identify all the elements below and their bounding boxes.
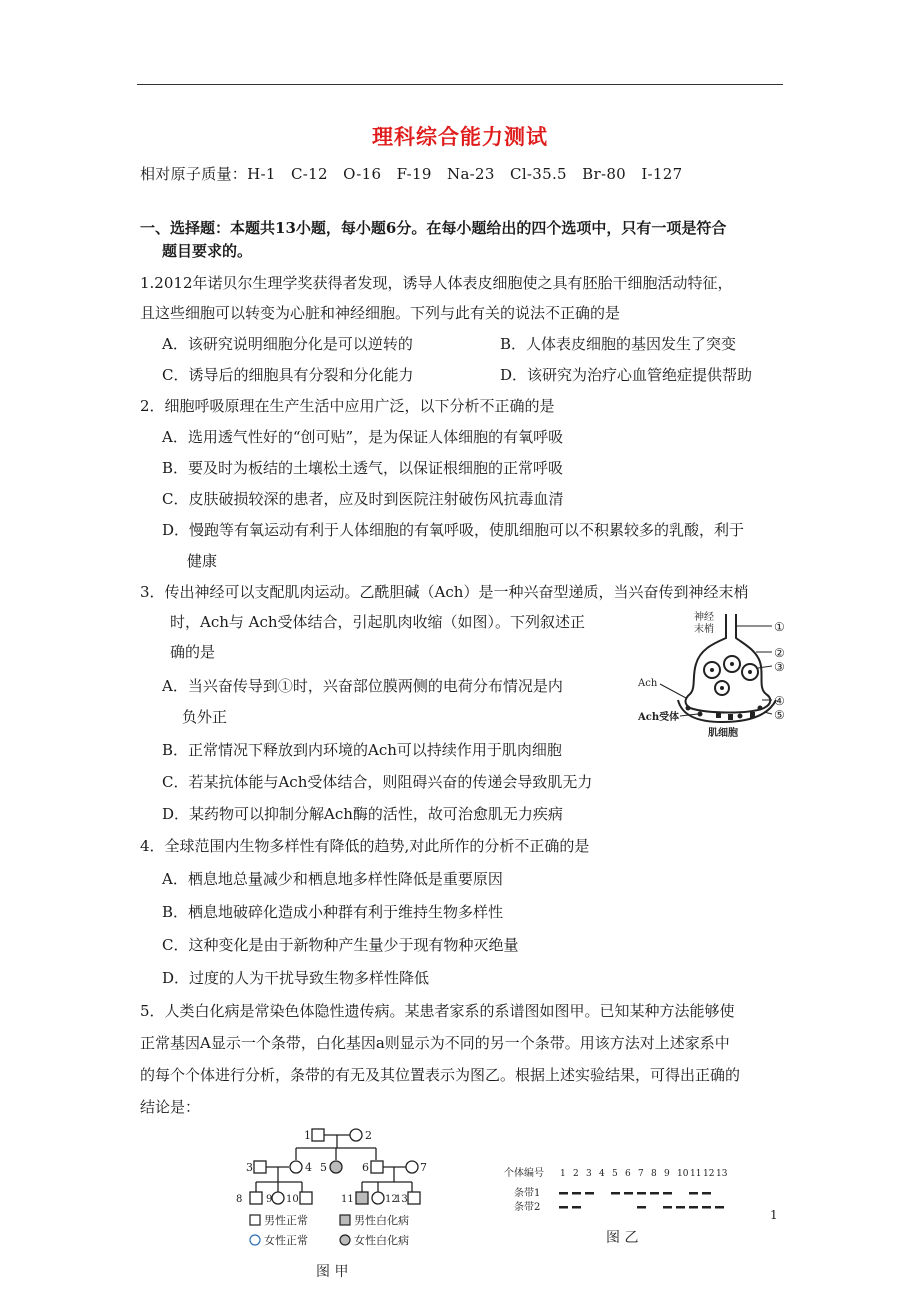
band-mark: [715, 1206, 724, 1209]
band-individual-number: 9: [664, 1169, 670, 1179]
individual-12-female-normal: [372, 1192, 384, 1204]
id-9: 9: [266, 1194, 273, 1205]
band-individual-number: 3: [586, 1169, 592, 1179]
band-individual-number: 5: [612, 1169, 618, 1179]
band-mark: [611, 1192, 620, 1195]
q1-option-d: D．该研究为治疗心血管绝症提供帮助: [500, 366, 753, 384]
id-7: 7: [420, 1161, 427, 1174]
individual-2-female-normal: [350, 1129, 362, 1141]
q2-option-b: B．要及时为板结的土壤松土透气，以保证根细胞的正常呼吸: [162, 459, 564, 477]
id-3: 3: [246, 1161, 253, 1174]
label-ach: Ach: [638, 678, 658, 689]
individual-10-male-normal: [300, 1192, 312, 1204]
band-mark: [689, 1206, 698, 1209]
q5-stem-line1: 5．人类白化病是常染色体隐性遗传病。某患者家系的系谱图如图甲。已知某种方法能够使: [140, 1002, 735, 1020]
band-mark: [572, 1192, 581, 1195]
id-13: 13: [395, 1194, 408, 1205]
q4-option-d: D．过度的人为干扰导致生物多样性降低: [162, 969, 430, 987]
pedigree-figure: [232, 1122, 432, 1288]
band1-label: 条带1: [514, 1188, 541, 1199]
legend-male-normal: 男性正常: [264, 1214, 308, 1227]
id-2: 2: [365, 1129, 372, 1142]
legend-female-albino-icon: [340, 1235, 350, 1245]
band-mark: [572, 1206, 581, 1209]
legend-male-albino: 男性白化病: [354, 1214, 409, 1227]
q3-stem-line2: 时，Ach与 Ach受体结合，引起肌肉收缩（如图）。下列叙述正: [170, 613, 586, 631]
band-mark: [624, 1192, 633, 1195]
legend-female-normal: 女性正常: [264, 1234, 308, 1247]
header-rule: [137, 84, 783, 85]
q1-option-c: C．诱导后的细胞具有分裂和分化能力: [162, 366, 414, 384]
pointer-1: ①: [774, 620, 785, 634]
q3-option-a-line2: 负外正: [182, 708, 228, 726]
q3-option-c: C．若某抗体能与Ach受体结合，则阻碍兴奋的传递会导致肌无力: [162, 773, 593, 791]
band2-label: 条带2: [514, 1202, 541, 1213]
muscle-membrane: [678, 700, 776, 722]
band-individual-number: 12: [703, 1169, 715, 1179]
q5-stem-line2: 正常基因A显示一个条带，白化基因a则显示为不同的另一个条带。用该方法对上述家系中: [140, 1034, 730, 1052]
individual-13-male-normal: [408, 1192, 420, 1204]
q4-option-b: B．栖息地破碎化造成小种群有利于维持生物多样性: [162, 903, 504, 921]
band-mark: [702, 1206, 711, 1209]
individual-7-female-normal: [406, 1161, 418, 1173]
label-ach-receptor: Ach受体: [638, 712, 680, 723]
individual-6-male-normal: [371, 1161, 383, 1173]
band-individual-number: 1: [560, 1169, 566, 1179]
band-mark: [663, 1206, 672, 1209]
figure-yi-caption: 图 乙: [606, 1230, 639, 1246]
band-mark: [559, 1206, 568, 1209]
q3-option-d: D．某药物可以抑制分解Ach酶的活性，故可治愈肌无力疾病: [162, 805, 563, 823]
band-mark: [676, 1206, 685, 1209]
q2-option-d-line1: D．慢跑等有氧运动有利于人体细胞的有氧呼吸，使肌细胞可以不积累较多的乳酸，利于: [162, 521, 745, 539]
pointer-4: ④: [774, 694, 785, 708]
q1-stem-line2: 且这些细胞可以转变为心脏和神经细胞。下列与此有关的说法不正确的是: [140, 304, 621, 322]
q5-stem-line3: 的每个个体进行分析，条带的有无及其位置表示为图乙。根据上述实验结果，可得出正确的: [140, 1066, 741, 1084]
individual-3-male-normal: [254, 1161, 266, 1173]
id-12: 12: [385, 1194, 398, 1205]
q1-stem-line1: 1.2012年诺贝尔生理学奖获得者发现，诱导人体表皮细胞使之具有胚胎干细胞活动特征，: [140, 274, 733, 292]
id-11: 11: [341, 1194, 354, 1205]
section-heading-line2: 题目要求的。: [162, 242, 253, 260]
individual-11-male-albino: [356, 1192, 368, 1204]
band-mark: [559, 1192, 568, 1195]
individual-9-female-normal: [272, 1192, 284, 1204]
band-individual-number: 7: [638, 1169, 644, 1179]
label-muscle-cell: 肌细胞: [708, 728, 738, 739]
q2-option-c: C．皮肤破损较深的患者，应及时到医院注射破伤风抗毒血清: [162, 490, 564, 508]
band-mark: [637, 1192, 646, 1195]
q3-stem-line1: 3．传出神经可以支配肌肉运动。乙酰胆碱（Ach）是一种兴奋型递质，当兴奋传到神经末梢: [140, 583, 749, 601]
band-individual-number: 4: [599, 1169, 605, 1179]
q2-option-d-line2: 健康: [187, 552, 218, 570]
id-8: 8: [236, 1194, 243, 1205]
q3-option-b: B．正常情况下释放到内环境的Ach可以持续作用于肌肉细胞: [162, 741, 562, 759]
band-individual-number: 2: [573, 1169, 579, 1179]
q5-stem-line4: 结论是：: [140, 1098, 201, 1116]
band-figure: [500, 1160, 750, 1250]
q2-stem: 2．细胞呼吸原理在生产生活中应用广泛，以下分析不正确的是: [140, 397, 555, 415]
page-title: 理科综合能力测试: [372, 124, 548, 149]
figure-jia-caption: 图 甲: [316, 1264, 349, 1280]
band-individual-number: 10: [677, 1169, 689, 1179]
legend-female-normal-icon: [250, 1235, 260, 1245]
q3-option-a-line1: A．当兴奋传导到①时，兴奋部位膜两侧的电荷分布情况是内: [162, 677, 563, 695]
band-mark: [650, 1192, 659, 1195]
q4-option-a: A．栖息地总量减少和栖息地多样性降低是重要原因: [162, 870, 503, 888]
pointer-2: ②: [774, 646, 785, 660]
section-heading-line1: 一、选择题：本题共13小题，每小题6分。在每小题给出的四个选项中，只有一项是符合: [140, 219, 727, 237]
id-1: 1: [304, 1129, 311, 1142]
label-nerve-ending-1: 神经: [694, 612, 714, 623]
q1-option-b: B．人体表皮细胞的基因发生了突变: [500, 335, 737, 353]
pointer-3: ③: [774, 660, 785, 674]
pointer-5: ⑤: [774, 708, 785, 722]
individual-8-male-normal: [250, 1192, 262, 1204]
id-10: 10: [286, 1194, 299, 1205]
q4-option-c: C．这种变化是由于新物种产生量少于现有物种灭绝量: [162, 936, 519, 954]
id-5: 5: [320, 1161, 327, 1174]
id-6: 6: [362, 1161, 369, 1174]
band-header-label: 个体编号: [504, 1168, 544, 1179]
band-mark: [637, 1206, 646, 1209]
band-individual-number: 8: [651, 1169, 657, 1179]
synapse-figure: [638, 604, 798, 740]
individual-4-female-normal: [290, 1161, 302, 1173]
q1-option-a: A．该研究说明细胞分化是可以逆转的: [162, 335, 413, 353]
label-nerve-ending-2: 末梢: [694, 624, 714, 635]
band-individual-number: 6: [625, 1169, 631, 1179]
band-individual-number: 11: [690, 1169, 702, 1179]
band-individual-number: 13: [716, 1169, 728, 1179]
atomic-masses: 相对原子质量：H-1 C-12 O-16 F-19 Na-23 Cl-35.5 Br-80 I-127: [140, 165, 683, 183]
individual-5-female-albino: [330, 1161, 342, 1173]
q3-stem-line3: 确的是: [170, 643, 216, 661]
band-mark: [702, 1192, 711, 1195]
legend-male-normal-icon: [250, 1215, 260, 1225]
legend-female-albino: 女性白化病: [354, 1234, 409, 1247]
band-mark: [663, 1192, 672, 1195]
page-number: 1: [770, 1208, 778, 1222]
band-mark: [585, 1192, 594, 1195]
legend-male-albino-icon: [340, 1215, 350, 1225]
individual-1-male-normal: [312, 1129, 324, 1141]
band-mark: [689, 1192, 698, 1195]
q2-option-a: A．选用透气性好的“创可贴”，是为保证人体细胞的有氧呼吸: [162, 428, 564, 446]
q4-stem: 4．全球范围内生物多样性有降低的趋势,对此所作的分析不正确的是: [140, 837, 590, 855]
id-4: 4: [305, 1161, 312, 1174]
